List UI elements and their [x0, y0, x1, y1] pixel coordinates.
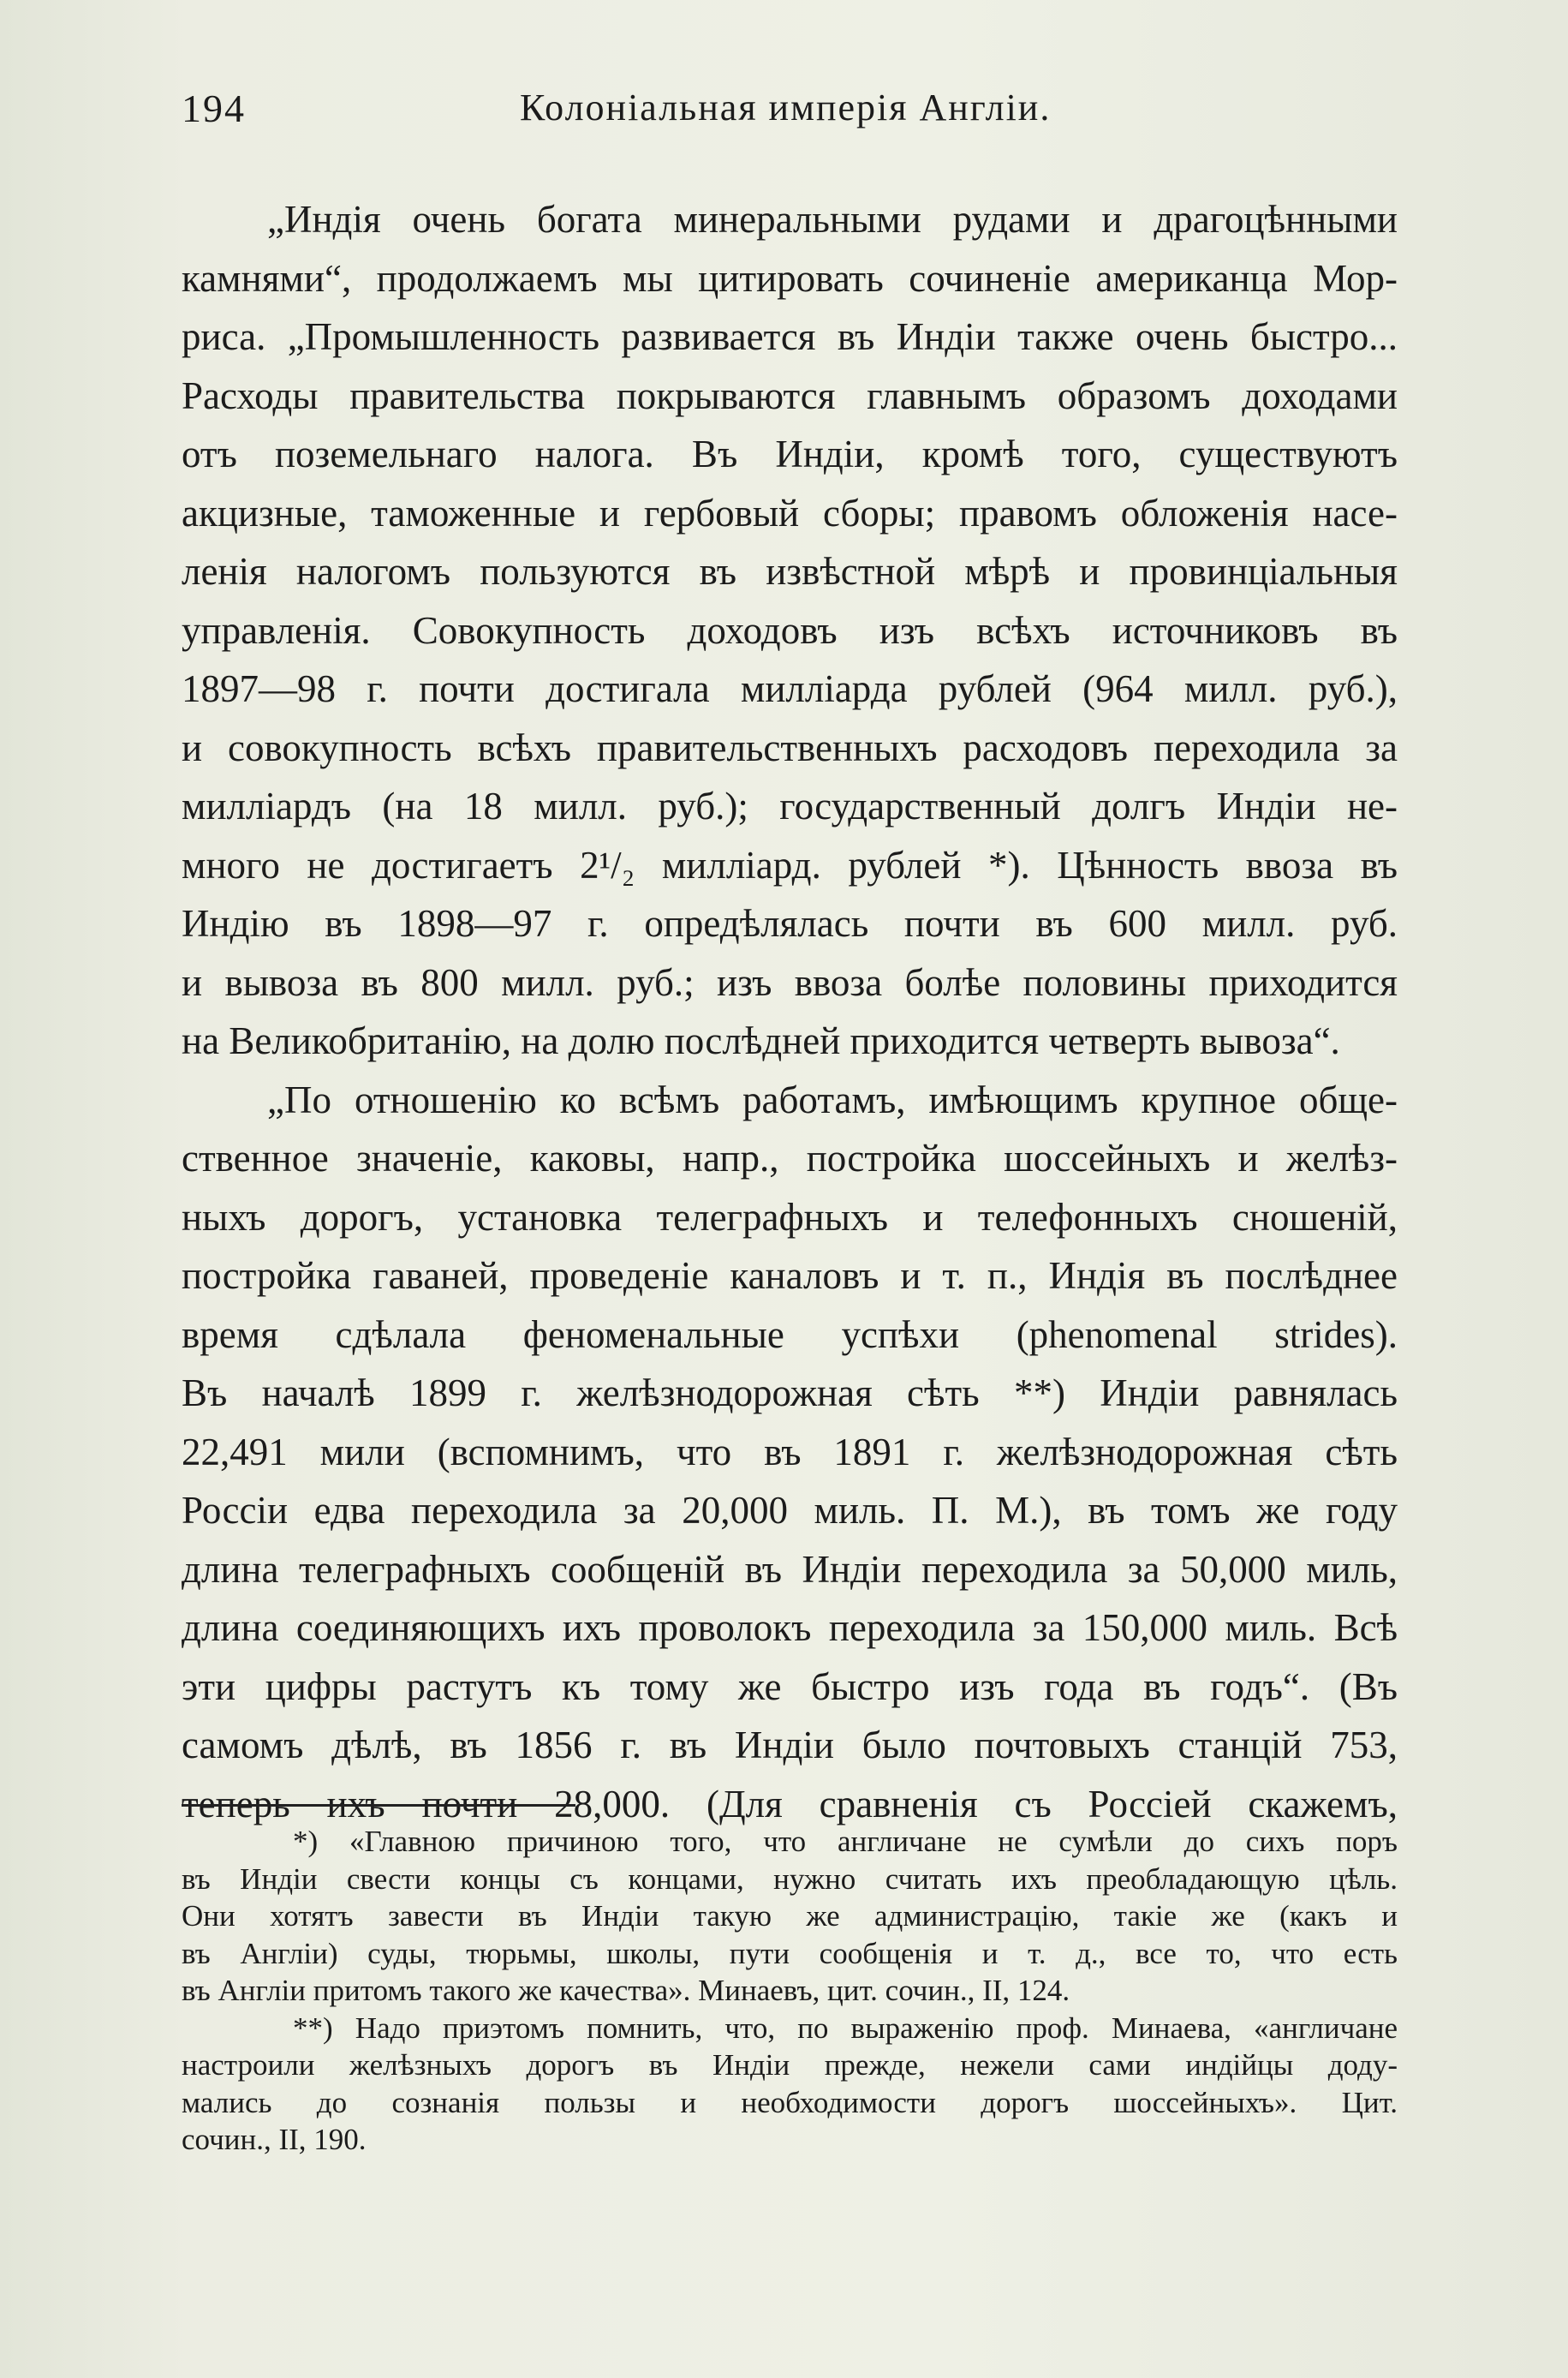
text-line: отъ поземельнаго налога. Въ Индіи, кромѣ того, существуютъ	[182, 433, 1398, 475]
text-line: милліардъ (на 18 милл. руб.); государственный долгъ Индіи не-	[182, 785, 1398, 828]
text-line: длина телеграфныхъ сообщеній въ Индіи переходила за 50,000 миль,	[182, 1547, 1398, 1591]
footnote-divider	[182, 1804, 575, 1807]
text-line: 1897—98 г. почти достигала милліарда рублей (964 милл. руб.),	[182, 667, 1398, 710]
text-line: 22,491 мили (вспомнимъ, что въ 1891 г. желѣзнодорожная сѣть	[182, 1430, 1398, 1473]
text-line: длина соединяющихъ ихъ проволокъ переходила за 150,000 миль. Всѣ	[182, 1606, 1398, 1649]
text-line: „Индія очень богата минеральными рудами и драгоцѣнными	[267, 198, 1398, 241]
text-line: ленія налогомъ пользуются въ извѣстной мѣрѣ и провинціальныя	[182, 550, 1398, 593]
text-line: много не достигаетъ 2¹/₂ милліард. рублей *). Цѣнность ввоза въ	[182, 843, 1398, 887]
text-line: и вывоза въ 800 милл. руб.; изъ ввоза болѣе половины приходится	[182, 960, 1398, 1004]
footnote-line: *) «Главною причиною того, что англичане не сумѣли до сихъ поръ	[293, 1825, 1398, 1858]
text-line: Расходы правительства покрываются главнымъ образомъ доходами	[182, 373, 1398, 417]
running-title: Колоніальная имперія Англіи.	[520, 87, 1052, 128]
footnote-line: въ Англіи) суды, тюрьмы, школы, пути сообщенія и т. д., все то, что есть	[182, 1936, 1398, 1970]
text-line: на Великобританію, на долю послѣдней приходится четверть вывоза“.	[182, 1019, 1340, 1062]
text-line: и совокупность всѣхъ правительственныхъ расходовъ переходила за	[182, 726, 1398, 769]
text-line: риса. „Промышленность развивается въ Индіи также очень быстро...	[182, 315, 1398, 358]
text-line: Въ началѣ 1899 г. желѣзнодорожная сѣть **) Индіи равнялась	[182, 1371, 1398, 1414]
footnote-line: Они хотятъ завести въ Индіи такую же администрацію, такіе же (какъ и	[182, 1899, 1398, 1933]
text-line: самомъ дѣлѣ, въ 1856 г. въ Индіи было почтовыхъ станцій 753,	[182, 1724, 1398, 1766]
text-line: камнями“, продолжаемъ мы цитировать сочиненіе американца Мор-	[182, 256, 1398, 300]
text-line: ственное значеніе, каковы, напр., постройка шоссейныхъ и желѣз-	[182, 1137, 1398, 1180]
text-line: постройка гаваней, проведеніе каналовъ и т. п., Индія въ послѣднее	[182, 1254, 1398, 1297]
footnotes	[182, 1823, 1398, 2159]
text-line: управленія. Совокупность доходовъ изъ всѣхъ источниковъ въ	[182, 608, 1398, 652]
text-line: теперь ихъ почти 28,000. (Для сравненія съ Россіей скажемъ,	[182, 1782, 1398, 1825]
footnote-line: въ Индіи свести концы съ концами, нужно считать ихъ преобладающую цѣль.	[182, 1861, 1398, 1896]
main-text	[182, 190, 1398, 1833]
footnote-line: **) Надо приэтомъ помнить, что, по выраженію проф. Минаева, «англичане	[293, 2011, 1398, 2045]
text-line: Россіи едва переходила за 20,000 миль. П. М.), въ томъ же году	[182, 1489, 1398, 1532]
text-line: акцизные, таможенные и гербовый сборы; правомъ обложенія насе-	[182, 491, 1398, 535]
text-line: „По отношенію ко всѣмъ работамъ, имѣющимъ крупное обще-	[267, 1078, 1398, 1121]
footnote-line: мались до сознанія пользы и необходимости дорогъ шоссейныхъ». Цит.	[182, 2085, 1398, 2119]
text-line: время сдѣлала феноменальные успѣхи (phenomenal strides).	[182, 1312, 1398, 1356]
page-header	[182, 86, 1398, 137]
footnote-line: сочин., II, 190.	[182, 2123, 367, 2156]
text-line: эти цифры растутъ къ тому же быстро изъ года въ годъ“. (Въ	[182, 1664, 1398, 1708]
text-line: ныхъ дорогъ, установка телеграфныхъ и телефонныхъ сношеній,	[182, 1195, 1398, 1239]
footnote-line: настроили желѣзныхъ дорогъ въ Индіи прежде, нежели сами индійцы доду-	[182, 2048, 1398, 2082]
footnote-line: въ Англіи притомъ такого же качества». Минаевъ, цит. сочин., II, 124.	[182, 1974, 1070, 2007]
page-number: 194	[182, 87, 246, 130]
text-line: Индію въ 1898—97 г. опредѣлялась почти въ 600 милл. руб.	[182, 902, 1398, 945]
